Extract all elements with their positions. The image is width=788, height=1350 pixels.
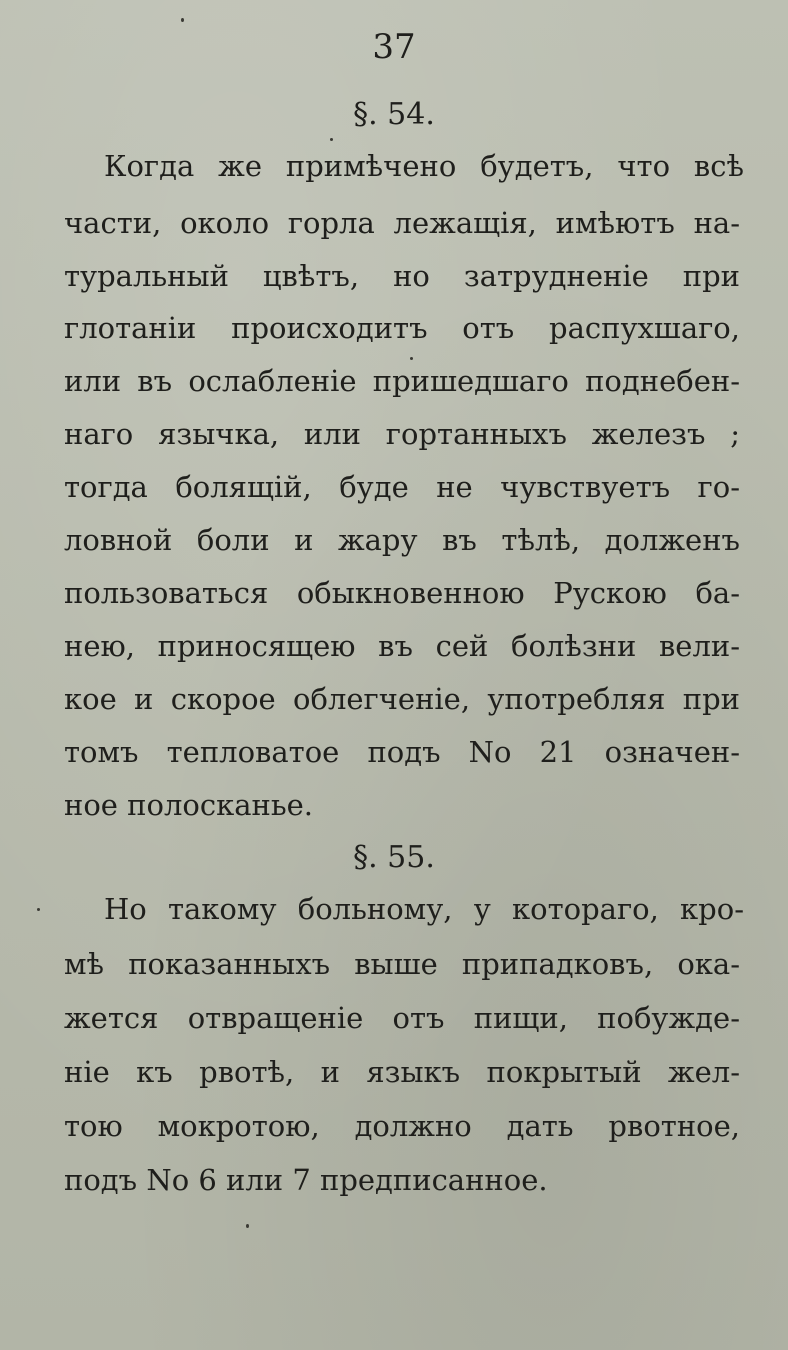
- paragraph-line: тою мокротою, должно дать рвотное,: [64, 1109, 740, 1143]
- paper-speck: [246, 1224, 249, 1228]
- paper-speck: [410, 357, 413, 360]
- paragraph-line: мѣ показанныхъ выше припадковъ, ока-: [64, 947, 740, 981]
- paragraph-line: наго язычка, или гортанныхъ железъ ;: [64, 417, 740, 451]
- paragraph-line: ніе къ рвотѣ, и языкъ покрытый жел-: [64, 1055, 740, 1089]
- paragraph-line: жется отвращеніе отъ пищи, побужде-: [64, 1001, 740, 1035]
- paragraph-line: томъ тепловатое подъ No 21 означен-: [64, 735, 740, 769]
- section-heading-54: §. 54.: [353, 97, 435, 132]
- paragraph-line: пользоваться обыкновенною Рускою ба-: [64, 576, 740, 610]
- paragraph-line: кое и скорое облегченіе, употребляя при: [64, 682, 740, 716]
- paper-speck: [181, 18, 184, 22]
- paragraph-line: ловной боли и жару въ тѣлѣ, долженъ: [64, 523, 740, 557]
- paragraph-line: глотаніи происходитъ отъ распухшаго,: [64, 311, 740, 345]
- paper-speck: [330, 138, 333, 141]
- section-heading-55: §. 55.: [353, 840, 435, 875]
- paragraph-line: части, около горла лежащія, имѣютъ на-: [64, 206, 740, 240]
- paragraph-line: ное полосканье.: [64, 788, 313, 822]
- paragraph-line: нею, приносящею въ сей болѣзни вели-: [64, 629, 740, 663]
- paragraph-line: Когда же примѣчено будетъ, что всѣ: [104, 149, 744, 183]
- paragraph-line: или въ ослабленіе пришедшаго поднебен-: [64, 364, 740, 398]
- paragraph-line: Но такому больному, у котораго, кро-: [104, 892, 744, 926]
- paragraph-line: тогда болящій, буде не чувствуетъ го-: [64, 470, 740, 504]
- page-number: 37: [372, 27, 416, 67]
- paper-speck: [37, 908, 40, 911]
- paragraph-line: туральный цвѣтъ, но затрудненіе при: [64, 259, 740, 293]
- paragraph-line: подъ No 6 или 7 предписанное.: [64, 1163, 548, 1197]
